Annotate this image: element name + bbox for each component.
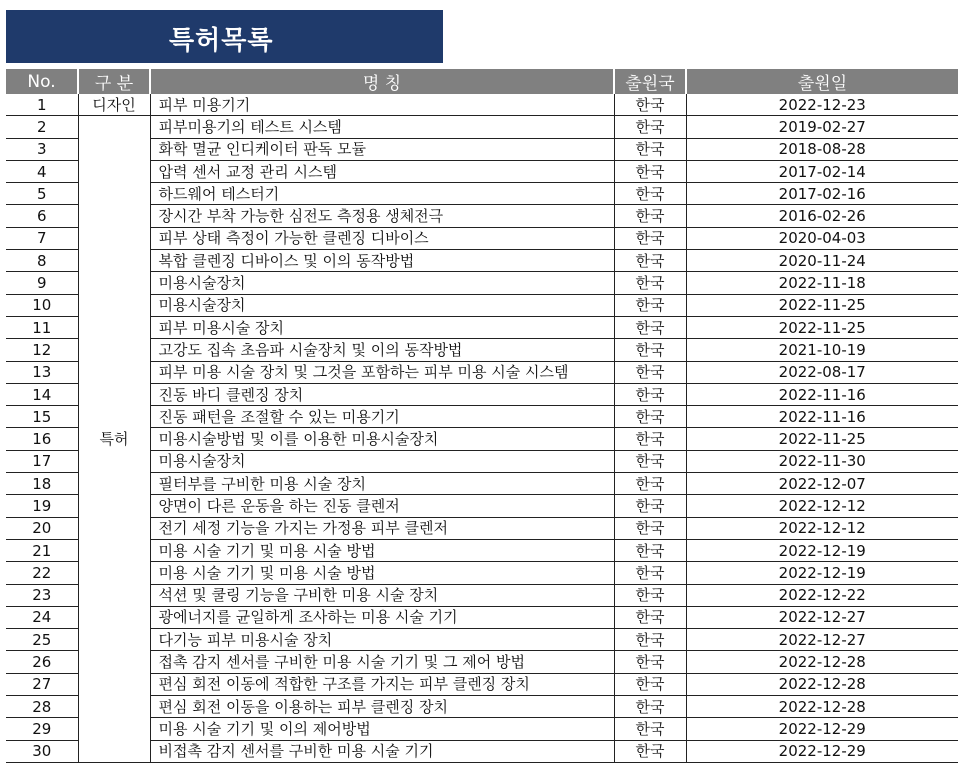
application-country: 한국	[614, 94, 686, 116]
application-date: 2022-12-12	[686, 517, 958, 539]
application-date: 2022-12-28	[686, 673, 958, 695]
patent-name: 압력 센서 교정 관리 시스템	[150, 160, 614, 182]
patent-name: 석션 및 쿨링 기능을 구비한 미용 시술 장치	[150, 584, 614, 606]
row-number: 29	[6, 718, 78, 740]
application-country: 한국	[614, 294, 686, 316]
application-country: 한국	[614, 227, 686, 249]
row-number: 22	[6, 562, 78, 584]
application-date: 2022-11-25	[686, 316, 958, 338]
patent-name: 미용시술장치	[150, 294, 614, 316]
table-row	[6, 116, 958, 138]
patent-name: 광에너지를 균일하게 조사하는 미용 시술 기기	[150, 606, 614, 628]
patent-name: 피부 미용시술 장치	[150, 316, 614, 338]
table-body	[6, 94, 958, 762]
application-country: 한국	[614, 116, 686, 138]
patent-name: 피부 미용기기	[150, 94, 614, 116]
patent-name: 미용시술장치	[150, 272, 614, 294]
page-title: 특허목록	[169, 26, 274, 56]
row-number: 12	[6, 339, 78, 361]
application-date: 2021-10-19	[686, 339, 958, 361]
category-cell: 특허	[78, 116, 150, 763]
row-number: 15	[6, 406, 78, 428]
table-row	[6, 94, 958, 116]
patent-name: 양면이 다른 운동을 하는 진동 클렌저	[150, 495, 614, 517]
header-name: 명 칭	[150, 69, 614, 94]
application-date: 2020-04-03	[686, 227, 958, 249]
application-country: 한국	[614, 651, 686, 673]
row-number: 3	[6, 138, 78, 160]
application-country: 한국	[614, 406, 686, 428]
application-country: 한국	[614, 718, 686, 740]
application-country: 한국	[614, 562, 686, 584]
row-number: 23	[6, 584, 78, 606]
row-number: 21	[6, 539, 78, 561]
patent-name: 편심 회전 이동에 적합한 구조를 가지는 피부 클렌징 장치	[150, 673, 614, 695]
application-country: 한국	[614, 473, 686, 495]
application-date: 2016-02-26	[686, 205, 958, 227]
patent-name: 편심 회전 이동을 이용하는 피부 클렌징 장치	[150, 696, 614, 718]
header-country: 출원국	[614, 69, 686, 94]
patent-name: 고강도 집속 초음파 시술장치 및 이의 동작방법	[150, 339, 614, 361]
row-number: 4	[6, 160, 78, 182]
application-date: 2017-02-14	[686, 160, 958, 182]
application-date: 2022-11-16	[686, 383, 958, 405]
application-country: 한국	[614, 316, 686, 338]
row-number: 20	[6, 517, 78, 539]
patent-name: 접촉 감지 센서를 구비한 미용 시술 기기 및 그 제어 방법	[150, 651, 614, 673]
application-country: 한국	[614, 361, 686, 383]
application-date: 2022-12-27	[686, 606, 958, 628]
application-date: 2022-12-27	[686, 629, 958, 651]
row-number: 17	[6, 450, 78, 472]
application-date: 2018-08-28	[686, 138, 958, 160]
row-number: 2	[6, 116, 78, 138]
patent-name: 피부 상태 측정이 가능한 클렌징 디바이스	[150, 227, 614, 249]
application-country: 한국	[614, 272, 686, 294]
patent-name: 복합 클렌징 디바이스 및 이의 동작방법	[150, 250, 614, 272]
patent-name: 진동 바디 클렌징 장치	[150, 383, 614, 405]
row-number: 13	[6, 361, 78, 383]
application-country: 한국	[614, 740, 686, 762]
application-date: 2022-12-12	[686, 495, 958, 517]
row-number: 11	[6, 316, 78, 338]
patent-name: 미용 시술 기기 및 미용 시술 방법	[150, 539, 614, 561]
application-date: 2022-12-29	[686, 718, 958, 740]
application-country: 한국	[614, 339, 686, 361]
application-country: 한국	[614, 138, 686, 160]
title-banner	[6, 10, 443, 63]
patent-name: 피부 미용 시술 장치 및 그것을 포함하는 피부 미용 시술 시스템	[150, 361, 614, 383]
application-country: 한국	[614, 250, 686, 272]
row-number: 7	[6, 227, 78, 249]
row-number: 18	[6, 473, 78, 495]
application-country: 한국	[614, 673, 686, 695]
header-date: 출원일	[686, 69, 958, 94]
category-cell: 디자인	[78, 94, 150, 116]
application-date: 2022-11-25	[686, 428, 958, 450]
row-number: 28	[6, 696, 78, 718]
application-date: 2017-02-16	[686, 183, 958, 205]
patent-table	[6, 69, 958, 763]
row-number: 26	[6, 651, 78, 673]
row-number: 8	[6, 250, 78, 272]
row-number: 24	[6, 606, 78, 628]
row-number: 9	[6, 272, 78, 294]
application-country: 한국	[614, 205, 686, 227]
patent-name: 화학 멸균 인디케이터 판독 모듈	[150, 138, 614, 160]
application-date: 2022-11-30	[686, 450, 958, 472]
application-date: 2022-12-22	[686, 584, 958, 606]
patent-name: 비접촉 감지 센서를 구비한 미용 시술 기기	[150, 740, 614, 762]
application-date: 2022-12-28	[686, 651, 958, 673]
row-number: 30	[6, 740, 78, 762]
application-country: 한국	[614, 629, 686, 651]
application-date: 2020-11-24	[686, 250, 958, 272]
row-number: 14	[6, 383, 78, 405]
row-number: 5	[6, 183, 78, 205]
application-date: 2022-12-19	[686, 562, 958, 584]
application-country: 한국	[614, 450, 686, 472]
row-number: 10	[6, 294, 78, 316]
patent-name: 미용시술장치	[150, 450, 614, 472]
patent-name: 하드웨어 테스터기	[150, 183, 614, 205]
patent-name: 진동 패턴을 조절할 수 있는 미용기기	[150, 406, 614, 428]
application-date: 2022-11-18	[686, 272, 958, 294]
row-number: 16	[6, 428, 78, 450]
application-country: 한국	[614, 696, 686, 718]
row-number: 25	[6, 629, 78, 651]
application-date: 2022-12-23	[686, 94, 958, 116]
patent-name: 장시간 부착 가능한 심전도 측정용 생체전극	[150, 205, 614, 227]
row-number: 19	[6, 495, 78, 517]
patent-name: 미용 시술 기기 및 이의 제어방법	[150, 718, 614, 740]
row-number: 1	[6, 94, 78, 116]
application-country: 한국	[614, 160, 686, 182]
application-date: 2022-11-25	[686, 294, 958, 316]
patent-name: 미용 시술 기기 및 미용 시술 방법	[150, 562, 614, 584]
row-number: 6	[6, 205, 78, 227]
application-country: 한국	[614, 428, 686, 450]
application-date: 2022-12-28	[686, 696, 958, 718]
row-number: 27	[6, 673, 78, 695]
patent-name: 피부미용기의 테스트 시스템	[150, 116, 614, 138]
application-date: 2022-12-07	[686, 473, 958, 495]
application-date: 2022-12-29	[686, 740, 958, 762]
application-country: 한국	[614, 606, 686, 628]
patent-name: 다기능 피부 미용시술 장치	[150, 629, 614, 651]
table-header-row	[6, 69, 958, 94]
header-category: 구 분	[78, 69, 150, 94]
application-country: 한국	[614, 584, 686, 606]
application-country: 한국	[614, 383, 686, 405]
application-country: 한국	[614, 539, 686, 561]
header-no: No.	[6, 69, 78, 94]
patent-name: 미용시술방법 및 이를 이용한 미용시술장치	[150, 428, 614, 450]
patent-name: 필터부를 구비한 미용 시술 장치	[150, 473, 614, 495]
application-date: 2022-08-17	[686, 361, 958, 383]
application-date: 2019-02-27	[686, 116, 958, 138]
application-country: 한국	[614, 517, 686, 539]
application-date: 2022-11-16	[686, 406, 958, 428]
application-country: 한국	[614, 183, 686, 205]
application-country: 한국	[614, 495, 686, 517]
patent-name: 전기 세정 기능을 가지는 가정용 피부 클렌저	[150, 517, 614, 539]
application-date: 2022-12-19	[686, 539, 958, 561]
